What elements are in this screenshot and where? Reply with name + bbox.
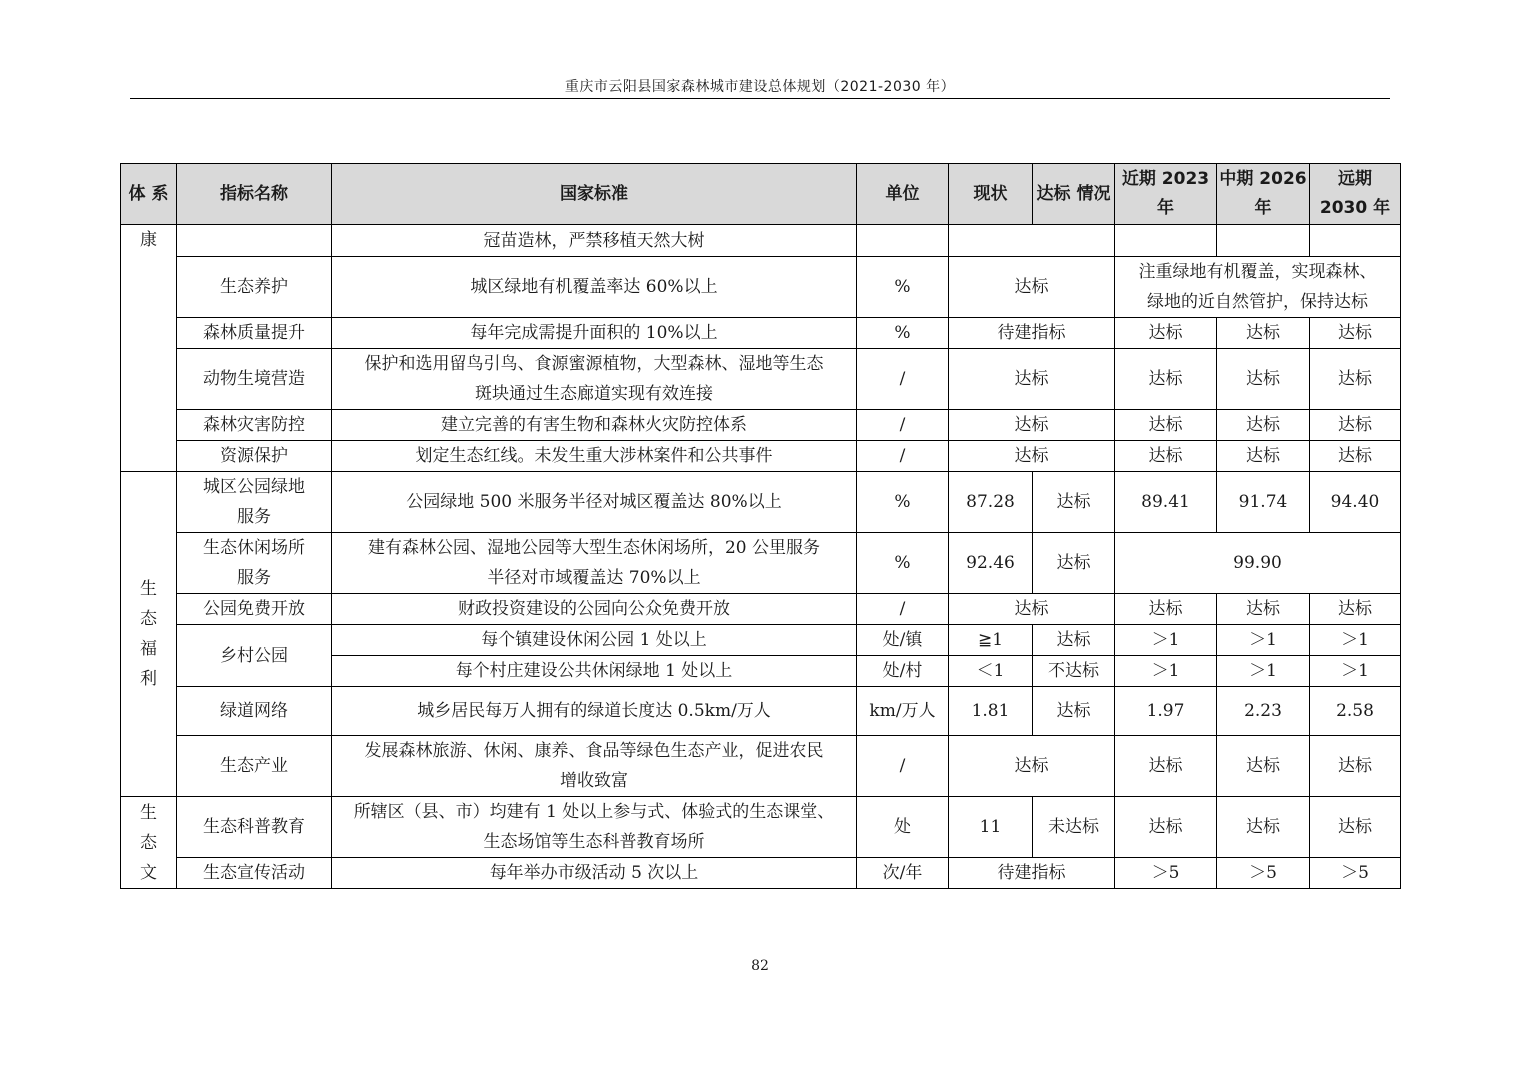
unit-cell: %: [857, 472, 949, 533]
status-cell: 达标: [949, 736, 1115, 797]
status-cell: 达标: [949, 594, 1115, 625]
table-row: [121, 472, 1401, 533]
mid-cell: 达标: [1217, 594, 1310, 625]
status-cell: 11: [949, 797, 1033, 858]
near-cell: ＞5: [1115, 858, 1217, 889]
unit-cell: %: [857, 257, 949, 318]
near-cell: 达标: [1115, 318, 1217, 349]
unit-cell: /: [857, 410, 949, 441]
status-cell: 达标: [949, 441, 1115, 472]
standard-cell: 保护和选用留鸟引鸟、食源蜜源植物，大型森林、湿地等生态 斑块通过生态廊道实现有效连接: [332, 349, 857, 410]
long-cell: [1310, 225, 1401, 257]
table-row: [121, 594, 1401, 625]
mid-cell: ＞5: [1217, 858, 1310, 889]
header-rule: [130, 98, 1390, 99]
status-cell: [949, 225, 1115, 257]
indicator-cell: 生态科普教育: [177, 797, 332, 858]
indicator-cell: [177, 225, 332, 257]
long-cell: 达标: [1310, 410, 1401, 441]
header-near-term: 近期 2023 年: [1115, 164, 1217, 225]
mid-cell: 达标: [1217, 797, 1310, 858]
long-cell: 达标: [1310, 441, 1401, 472]
long-cell: 达标: [1310, 736, 1401, 797]
mid-cell: 91.74: [1217, 472, 1310, 533]
header-status: 现状: [949, 164, 1033, 225]
near-cell: 达标: [1115, 441, 1217, 472]
unit-cell: %: [857, 533, 949, 594]
table-header-row: [121, 164, 1401, 225]
status-cell: ≧1: [949, 625, 1033, 656]
mid-cell: [1217, 225, 1310, 257]
status-cell: 92.46: [949, 533, 1033, 594]
table-row: [121, 736, 1401, 797]
standards-table: [120, 163, 1401, 889]
near-cell: 89.41: [1115, 472, 1217, 533]
mid-cell: 达标: [1217, 410, 1310, 441]
mid-cell: 达标: [1217, 318, 1310, 349]
standard-cell: 财政投资建设的公园向公众免费开放: [332, 594, 857, 625]
near-cell: 达标: [1115, 797, 1217, 858]
header-long-term: 远期 2030 年: [1310, 164, 1401, 225]
status-cell: 达标: [949, 257, 1115, 318]
compliance-cell: 达标: [1033, 687, 1115, 736]
header-system: 体 系: [121, 164, 177, 225]
standard-cell: 划定生态红线。未发生重大涉林案件和公共事件: [332, 441, 857, 472]
long-cell: 达标: [1310, 594, 1401, 625]
near-cell: [1115, 225, 1217, 257]
near-cell: 达标: [1115, 410, 1217, 441]
compliance-cell: 达标: [1033, 533, 1115, 594]
table-row: [121, 318, 1401, 349]
compliance-cell: 达标: [1033, 625, 1115, 656]
table-row: [121, 687, 1401, 736]
near-cell: ＞1: [1115, 625, 1217, 656]
standard-cell: 每个村庄建设公共休闲绿地 1 处以上: [332, 656, 857, 687]
standard-cell: 城乡居民每万人拥有的绿道长度达 0.5km/万人: [332, 687, 857, 736]
unit-cell: /: [857, 594, 949, 625]
indicator-cell: 公园免费开放: [177, 594, 332, 625]
header-mid-term: 中期 2026 年: [1217, 164, 1310, 225]
status-cell: 1.81: [949, 687, 1033, 736]
indicator-cell: 森林灾害防控: [177, 410, 332, 441]
page-number: 82: [751, 958, 769, 974]
table-row: [121, 858, 1401, 889]
table-row: [121, 410, 1401, 441]
long-cell: ＞5: [1310, 858, 1401, 889]
system-wenhua: 生 态 文: [121, 797, 177, 889]
indicator-cell: 生态养护: [177, 257, 332, 318]
unit-cell: km/万人: [857, 687, 949, 736]
mid-cell: 2.23: [1217, 687, 1310, 736]
long-cell: 94.40: [1310, 472, 1401, 533]
mid-cell: 达标: [1217, 441, 1310, 472]
indicator-cell: 城区公园绿地 服务: [177, 472, 332, 533]
header-unit: 单位: [857, 164, 949, 225]
table-row: [121, 225, 1401, 257]
long-cell: 达标: [1310, 349, 1401, 410]
system-kang: 康: [121, 225, 177, 472]
near-cell: 达标: [1115, 349, 1217, 410]
table-row: [121, 441, 1401, 472]
long-cell: 2.58: [1310, 687, 1401, 736]
table-row: [121, 349, 1401, 410]
near-cell: 达标: [1115, 736, 1217, 797]
standard-cell: 建立完善的有害生物和森林火灾防控体系: [332, 410, 857, 441]
indicator-cell: 森林质量提升: [177, 318, 332, 349]
mid-cell: ＞1: [1217, 625, 1310, 656]
mid-cell: 达标: [1217, 736, 1310, 797]
unit-cell: 次/年: [857, 858, 949, 889]
status-cell: 达标: [949, 410, 1115, 441]
standard-cell: 公园绿地 500 米服务半径对城区覆盖达 80%以上: [332, 472, 857, 533]
header-standard: 国家标准: [332, 164, 857, 225]
standard-cell: 每个镇建设休闲公园 1 处以上: [332, 625, 857, 656]
unit-cell: /: [857, 441, 949, 472]
standard-cell: 每年完成需提升面积的 10%以上: [332, 318, 857, 349]
mid-cell: 达标: [1217, 349, 1310, 410]
unit-cell: /: [857, 349, 949, 410]
table-row: [121, 625, 1401, 656]
page-header-title: 重庆市云阳县国家森林城市建设总体规划（2021-2030 年）: [564, 79, 956, 95]
unit-cell: %: [857, 318, 949, 349]
long-cell: 达标: [1310, 797, 1401, 858]
compliance-cell: 达标: [1033, 472, 1115, 533]
status-cell: 待建指标: [949, 858, 1115, 889]
long-cell: ＞1: [1310, 625, 1401, 656]
standard-cell: 所辖区（县、市）均建有 1 处以上参与式、体验式的生态课堂、 生态场馆等生态科普教育场所: [332, 797, 857, 858]
long-cell: ＞1: [1310, 656, 1401, 687]
plan-cell: 99.90: [1115, 533, 1401, 594]
header-indicator: 指标名称: [177, 164, 332, 225]
status-cell: 待建指标: [949, 318, 1115, 349]
long-cell: 达标: [1310, 318, 1401, 349]
compliance-cell: 不达标: [1033, 656, 1115, 687]
indicator-cell: 资源保护: [177, 441, 332, 472]
unit-cell: [857, 225, 949, 257]
indicator-cell: 生态休闲场所 服务: [177, 533, 332, 594]
indicator-cell: 乡村公园: [177, 625, 332, 687]
standard-cell: 每年举办市级活动 5 次以上: [332, 858, 857, 889]
system-fuli: 生 态 福 利: [121, 472, 177, 797]
standard-cell: 建有森林公园、湿地公园等大型生态休闲场所，20 公里服务 半径对市域覆盖达 70%以上: [332, 533, 857, 594]
unit-cell: 处/村: [857, 656, 949, 687]
table-row: [121, 797, 1401, 858]
unit-cell: 处/镇: [857, 625, 949, 656]
indicator-cell: 生态宣传活动: [177, 858, 332, 889]
standard-cell: 城区绿地有机覆盖率达 60%以上: [332, 257, 857, 318]
unit-cell: /: [857, 736, 949, 797]
indicator-cell: 绿道网络: [177, 687, 332, 736]
unit-cell: 处: [857, 797, 949, 858]
near-cell: ＞1: [1115, 656, 1217, 687]
status-cell: 达标: [949, 349, 1115, 410]
near-cell: 达标: [1115, 594, 1217, 625]
status-cell: ＜1: [949, 656, 1033, 687]
table-row: [121, 257, 1401, 318]
near-cell: 1.97: [1115, 687, 1217, 736]
mid-cell: ＞1: [1217, 656, 1310, 687]
indicator-cell: 动物生境营造: [177, 349, 332, 410]
header-compliance: 达标 情况: [1033, 164, 1115, 225]
plan-cell: 注重绿地有机覆盖，实现森林、 绿地的近自然管护，保持达标: [1115, 257, 1401, 318]
status-cell: 87.28: [949, 472, 1033, 533]
table-row: [121, 533, 1401, 594]
compliance-cell: 未达标: [1033, 797, 1115, 858]
standard-cell: 冠苗造林，严禁移植天然大树: [332, 225, 857, 257]
indicator-cell: 生态产业: [177, 736, 332, 797]
standard-cell: 发展森林旅游、休闲、康养、食品等绿色生态产业，促进农民 增收致富: [332, 736, 857, 797]
